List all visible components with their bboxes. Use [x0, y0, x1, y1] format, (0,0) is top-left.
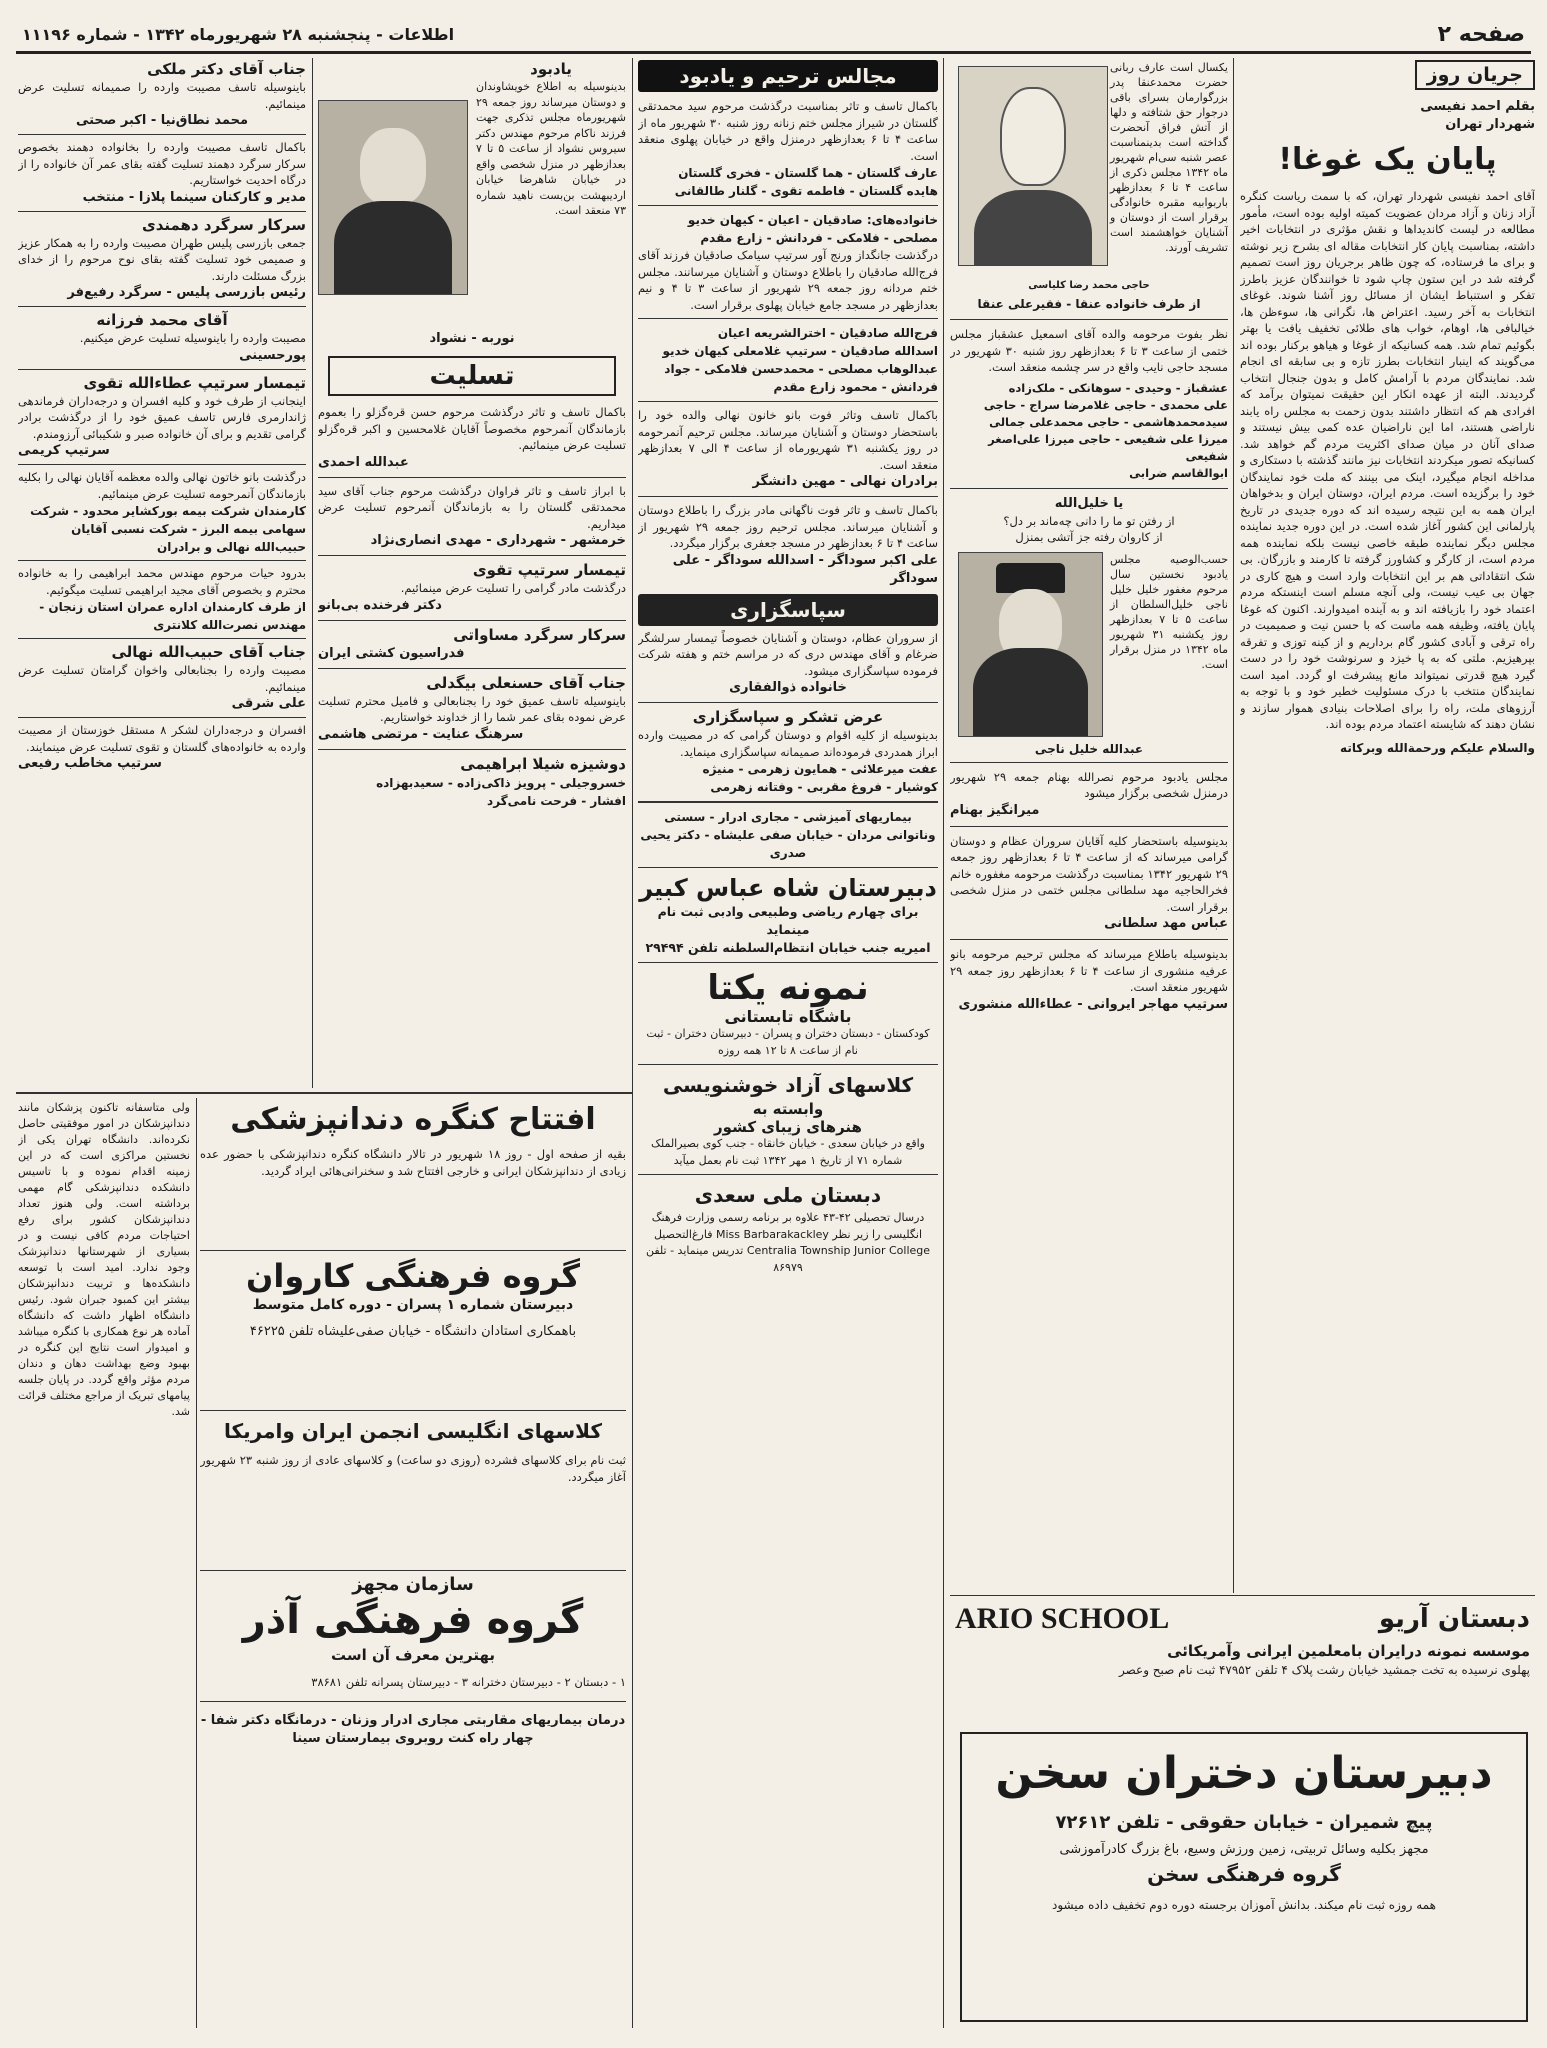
notice-text: مجلس یادبود مرحوم نصرالله بهنام جمعه ۲۹ شهریور درمنزل شخصی برگزار میشود: [950, 769, 1228, 800]
congress-article: [200, 1100, 626, 1245]
column-rule: [196, 1098, 197, 2028]
ad-tagline: موسسه نمونه درایران بامعلمین ایرانی وآمریکائی: [1167, 1642, 1530, 1660]
notice-text: باینوسیله تاسف مصیبت وارده را صمیمانه تسلیت عرض مینمائیم.: [18, 80, 306, 111]
ad-title: دبیرستان دختران سخن: [995, 1748, 1493, 1799]
clinic-ad: درمان بیماریهای مقاربتی مجاری ادرار وزنان - درمانگاه دکتر شفا - چهار راه کنت روبروی بیمارستان سینا: [200, 1712, 626, 1746]
column-rule: [632, 58, 633, 2028]
congress-continuation: [18, 1100, 190, 2025]
condolence-box-title: تسلیت: [328, 356, 616, 396]
notice-signature: عفت میرعلائی - همایون زهرمی - منیژه کوشیار - فروغ مقربی - وفتانه زهرمی: [702, 762, 938, 794]
notice-signature: سرتیپ مخاطب رفیعی: [18, 756, 162, 771]
notice-names: عارف گلستان - هما گلستان - فخری گلستان هایده گلستان - فاطمه تقوی - گلنار طالقانی: [674, 166, 938, 198]
condolence-column-left: [18, 60, 306, 1088]
azar-ad: [200, 1576, 626, 1956]
sokhan-school-ad: [960, 1732, 1528, 2022]
notice-text: مصیبت وارده را بجنابعالی واخوان گرامتان تسلیت عرض مینمائیم.: [18, 663, 306, 694]
notice-names: فرج‌الله صادقیان - اخترالشریعه اعیان اسدالله صادقیان - سرتیپ غلامعلی کیهان خدیو عبدالوهاب مصلحی - محمدحسن فلامکی - جواد فردانش - محمود زارع مقدم: [662, 326, 938, 394]
portrait-photo: [318, 100, 468, 295]
notice-heading: عرض تشکر و سپاسگزاری: [692, 708, 884, 726]
section-rule: [200, 1570, 626, 1571]
notice-signature: خرمشهر - شهرداری - مهدی انصاری‌نژاد: [370, 533, 626, 548]
section-rule: [950, 1595, 1535, 1596]
editorial-closing: والسلام علیکم ورحمةالله وبرکاته: [1340, 740, 1535, 755]
notice-signature: سرتیپ مهاجر ایروانی - عطاءالله منشوری: [958, 996, 1228, 1012]
notice-heading: جناب آقای حسنعلی بیگدلی: [426, 673, 626, 692]
notice-signature: سرهنگ عنایت - مرتضی هاشمی: [318, 726, 524, 742]
editorial-headline: پایان یک غوغا!: [1278, 142, 1497, 177]
notice-text: بدینوسیله باستحضار کلیه آقایان سروران عظام و دوستان گرامی میرساند که از ساعت ۴ تا ۶ بعدازظهر روز جمعه ۲۹ شهریور ۱۳۴۲ بمناسبت درگذشت مرحومه مغفوره خانم فخرالحاجیه مهد سلطانی مجلس ختمی در منزل شخصی برقرار است.: [950, 833, 1228, 914]
photo-caption: عبدالله خلیل ناجی: [1034, 741, 1144, 756]
ad-note: همه روزه ثبت نام میکند. بدانش آموزان برجسته دوره دوم تخفیف داده میشود: [1052, 1897, 1436, 1912]
english-classes-ad: [200, 1416, 626, 1566]
poem-title: یا خلیل‌الله: [1054, 495, 1124, 511]
notice-text: باینوسیله تاسف عمیق خود را بجنابعالی و فامیل محترم تسلیت عرض نموده بقای عمر شما را از خداوند خواستاریم.: [318, 693, 626, 724]
notice-text: با ابراز تاسف و تاثر فراوان درگذشت مرحوم جناب آقای سید محمدتقی گلستان را به بازماندگان آنمرحوم تسلیت عرض میداریم.: [318, 483, 626, 531]
ad-description: واقع در خیابان سعدی - خیابان خانقاه - جنب کوی بصیرالملک شماره ۷۱ از تاریخ ۱ مهر ۱۳۴۲ ثبت نام بعمل میآید: [650, 1137, 925, 1167]
notice-text: افسران و درجه‌داران لشکر ۸ مستقل خوزستان از مصیبت وارده به خانواده‌های گلستان و تقوی تسلیت عرض مینمایند.: [18, 723, 306, 754]
notice-text: اینجانب از طرف خود و کلیه افسران و درجه‌داران فرماندهی ژاندارمری فارس تاسف عمیق خود را از درگذشت برادر گرامی تقدیم و برای آن خانواده صبر و شکیبائی آرزومندم.: [18, 393, 306, 441]
ad-group: گروه فرهنگی سخن: [1147, 1861, 1341, 1886]
issue-info: اطلاعات - پنجشنبه ۲۸ شهریورماه ۱۳۴۲ - شماره ۱۱۱۹۶: [22, 25, 455, 44]
notice-heading: دوشیزه شیلا ابراهیمی: [460, 754, 626, 773]
ad-description: ثبت نام برای کلاسهای فشرده (روزی دو ساعت) و کلاسهای عادی از روز شنبه ۲۳ شهریور آغاز میگردد.: [200, 1453, 626, 1484]
column-rule: [312, 58, 313, 1088]
ad-subtitle: دبیرستان شماره ۱ پسران - دوره کامل متوسط: [252, 1297, 574, 1313]
notice-text: بدرود حیات مرحوم مهندس محمد ابراهیمی را به خانواده محترم و بخصوص آقای مجید ابراهیمی تسلیت میگوئیم.: [18, 566, 306, 597]
mourning-signature: از طرف خانواده عنقا - فقیرعلی عنقا: [977, 297, 1201, 311]
byline: بقلم احمد نفیسی شهردار تهران: [1420, 99, 1535, 132]
column-rule: [1233, 58, 1234, 1593]
ad-description: کودکستان - دبستان دختران و پسران - دبیرستان دختران - ثبت نام از ساعت ۸ تا ۱۲ همه روزه: [646, 1027, 930, 1057]
notice-heading: آقای محمد فرزانه: [96, 311, 228, 329]
notice-signature: خسروجیلی - پرویز ذاکی‌زاده - سعیدبهزاده افشار - فرحت نامی‌گرد: [376, 775, 626, 808]
section-rule: [200, 1410, 626, 1411]
notice-signature: فدراسیون کشتی ایران: [318, 645, 465, 661]
notice-signature: خانواده ذوالفقاری: [729, 680, 847, 695]
notice-heading: جناب آقای دکتر ملکی: [147, 60, 306, 78]
clinic-ad: بیماریهای آمیزشی - مجاری ادرار - سستی وناتوانی مردان - خیابان صفی علیشاه - دکتر یحیی صدری: [640, 810, 936, 860]
notice-text: باکمال تاسف وتاثر فوت بانو خانون نهالی والده خود را باستحضار دوستان و آشنایان میرساند. مجلس ترحیم آنمرحومه در روز یکشنبه ۳۱ شهریورماه از ساعت ۴ الی ۷ بعدازظهر منعقد است.: [638, 408, 938, 472]
notice-text: بدینوسیله به اطلاع خویشاوندان و دوستان میرساند روز جمعه ۲۹ شهریورماه مجلس تذکری جهت فرزند ناکام مرحوم مهندس دکتر سیروس نشواد از ساعت ۵ تا ۷ بعدازظهر در منزل شخصی واقع در خیابان شاهرضا خیابان اردیبهشت بن‌بست ناهید شماره ۷۳ منعقد است.: [476, 80, 626, 217]
notice-text: بدینوسیله باطلاع میرساند که مجلس ترحیم مرحومه بانو عرفیه منشوری از ساعت ۴ تا ۶ بعدازظهر روز جمعه ۲۹ شهریور منعقد است.: [950, 947, 1228, 994]
ad-title: کلاسهای آزاد خوشنویسی: [662, 1073, 914, 1097]
masthead: [16, 18, 1531, 54]
section-rule: [200, 1250, 626, 1251]
ad-subtitle: بهترین معرف آن است: [330, 1646, 495, 1664]
notice-heading: تیمسار سرتیپ عطاءالله تقوی: [83, 373, 306, 392]
portrait-sketch-photo: [958, 66, 1108, 266]
column-rule: [943, 58, 944, 2028]
notice-heading: تیمسار سرتیپ تقوی: [472, 561, 626, 579]
notice-signature: پورحسینی: [239, 347, 306, 363]
ad-title: کلاسهای انگلیسی انجمن ایران وامریکا: [224, 1419, 602, 1443]
section-banner: سپاسگزاری: [638, 594, 938, 626]
page-number: صفحه ۲: [1437, 22, 1525, 47]
notice-heading: سرکار سرگرد مساواتی: [453, 625, 626, 644]
ad-description: باهمکاری استادان دانشگاه - خیابان صفی‌علیشاه تلفن ۴۶۲۲۵: [249, 1324, 577, 1339]
ad-title: گروه فرهنگی آذر: [242, 1597, 584, 1643]
ad-address: پهلوی نرسیده به تخت جمشید خیابان رشت پلاک ۴ تلفن ۴۷۹۵۲ ثبت نام صبح وعصر: [1119, 1663, 1530, 1677]
editorial-column: [1240, 60, 1535, 1590]
condolences-column: [638, 60, 938, 2025]
poem: از رفتن تو ما را دانی چه‌ماند بر دل؟ از کاروان رفته جز آتشی بمنزل: [1003, 513, 1175, 544]
section-rule: [16, 1092, 632, 1094]
memorial-column: [318, 60, 626, 1090]
mourning-notice: یکسال است عارف ربانی حضرت محمدعنقا پدر بزرگوارمان بسرای باقی درجوار حق شتافته و دلها از آتش فراق آنحضرت گداخته است بدینمناسبت عصر شنبه سی‌ام شهریور ماه ۱۳۴۲ مجلس ذکری از ساعت ۴ تا ۶ بعدازظهر باربوابیه مقبره خانوادگی برقرار است از دوستان و آشنایان خواهشمند است تشریف آورند.: [1110, 61, 1228, 254]
ad-title: نمونه یکتا: [707, 968, 869, 1008]
obituary-column: [950, 60, 1228, 1585]
ad-description: مجهز بکلیه وسائل تربیتی، زمین ورزش وسیع، باغ بزرگ کادرآموزشی: [1059, 1842, 1429, 1857]
notice-text: باکمال تاسف و تاثر فوت ناگهانی مادر بزرگ را باطلاع دوستان و آشنایان میرساند. مجلس ترحیم روز جمعه ۲۹ شهریور از ساعت ۴ تا ۶ بعدازظهر در مسجد جعفری برگزار میگردد.: [638, 503, 938, 550]
notice-signature: میرانگیز بهنام: [950, 802, 1040, 818]
notice-text: باکمال تاسف و تاثر بمناسبت درگذشت مرحوم سید محمدتقی گلستان در شیراز مجلس ختم زنانه روز شنبه ۳۰ شهریور ماه از ساعت ۴ تا ۶ بعدازظهر درمنزل واقع در خیابان پهلوی منعقد است.: [638, 99, 938, 163]
section-banner: مجالس ترحیم و یادبود: [638, 60, 938, 92]
editorial-body: آقای احمد نفیسی شهردار تهران، که با سمت ریاست کنگره آزاد زنان و آزاد مردان عضویت کمیته اولیه بوده است، مأمور مطالعه در لیست کاندیداها و نقش مؤثری در انتخابات اخیر داشته، بمناسبت پایان کار انتخابات مقاله ای بشرح زیر نوشته و برای ما فرستاده، که چون ظاهر برجریان روز است تصمیم گرفته شد در این ستون چاپ شود تا خوانندگان عزیز باطرز تفکر و استنباط ایشان از مسائل روز آشنا شوند. غوغای انتخابات به آخر رسید. اعتراض ها، نگرانی ها، سوءظن ها، خیالبافی ها، اوهام، خواب های طلائی تخفیف یافت یا بهتر بگوئیم تمام شد. همه کسانیکه از غوغا و هیاهو برکنار بوده اند می‌گویند که اینبار انتخابات بطرز تازه و بی سابقه ای انجام شد. نمایندگان مردم با آرامش کامل و بدون جنجال انتخاب گردیدند. البته از عهده انکار این حقیقت نمیتوان برآمد که افرادی هم که انتظار داشتند بدون زحمت به مجلس راه یابند ناراضی هستند، اما این ناراضیان عده کمی بیش نیستند و صدای آنان در میان صدای اکثریت مردم گم خواهد شد. کسانیکه تصور میکردند انتخابات نیز مانند گذشته با دستکاری و مداخله انجام میگیرد، اینک می بینند که ملت خود نمایندگان خود را برگزیده است. مردم ایران، دوستان ایران و بدخواهان ایران همه به این نتیجه رسیده اند که دوره جدیدی در تاریخ پارلمانی این کشور آغاز شده است. در این دوره جدید نماینده مجلس دیگر نماینده طبقه خاصی نیست بلکه نماینده همه مردم است، از کارگر و کشاورز گرفته تا کارمند و بازرگان. بی شک انتقاداتی هم بر این انتخابات وارد است و هیچ کاری در جهان بی عیب نیست، ولی آنچه مسلم است اینستکه مردم اعتماد خود را بازیافته اند و به آینده امیدوارند. اکنون که غوغا پایان یافته، وظیفه همه ماست که با حسن نیت و صمیمیت در راه ترقی و آبادی کشور گام برداریم و از کینه توزی و تفرقه بپرهیزیم. ملتی که به پا خیزد و سرنوشت خود را در دست گیرد هیچ قدرتی نمیتواند مانع پیشرفت او گردد. امید است نمایندگان منتخب با درک مسئولیت خطیر خود و با توجه به آرزوهای ملت، راه را برای اصلاحات بنیادی هموار سازند و نشان دهند که شایسته اعتماد مردم بوده اند.: [1240, 189, 1535, 731]
karvan-ad: [200, 1256, 626, 1406]
notice-signature: نوربه - نشواد: [429, 331, 515, 346]
notice-signature: سرتیپ کریمی: [18, 443, 110, 458]
notice-text: از سروران عظام، دوستان و آشنایان خصوصاً تیمسار سرلشگر ضرغام و آقای مهندس دری که در مراسم ختم و هفته شرکت فرموده سپاسگزاری میشود.: [638, 630, 938, 678]
notice-signature: کارمندان شرکت بیمه بورکشایر محدود - شرکت سهامی بیمه البرز - شرکت نسبی آقایان حبیب‌الله نهالی و برادران: [30, 504, 306, 554]
article-text: بقیه از صفحه اول - روز ۱۸ شهریور در تالار دانشگاه کنگره دندانپزشکی با حضور عده زیادی از دندانپزشکان ایرانی و خارجی افتتاح شد و سخنرانی‌هائی ایراد گردید.: [200, 1147, 626, 1178]
ad-address: پیچ شمیران - خیابان حقوقی - تلفن ۷۲۶۱۲: [1055, 1812, 1433, 1833]
ad-description: برای چهارم ریاضی وطبیعی وادبی ثبت نام مینماید امیریه جنب خیابان انتظام‌السلطنه تلفن ۲۹۴۹۴: [645, 904, 931, 955]
ad-title: دبستان ملی سعدی: [694, 1183, 882, 1207]
portrait-photo: [958, 552, 1103, 737]
notice-names: عشقباز - وحیدی - سوهانکی - ملک‌زاده علی محمدی - حاجی غلامرضا سراج - حاجی سیدمحمدهاشمی - حاجی محمدعلی جمالی میرزا علی شفیعی - حاجی میرزا علی‌اصغر شفیعی ابوالقاسم ضرابی: [983, 380, 1228, 480]
ad-title: دبیرستان شاه عباس کبیر: [639, 874, 937, 902]
ad-subtitle: وابسته به هنرهای زیبای کشور: [714, 1100, 862, 1136]
ario-school-ad: [955, 1602, 1530, 1722]
notice-text: درگذشت جانگداز ورنج آور سرتیپ سیامک صادقیان فرزند آقای فرج‌الله صادقیان را باطلاع دوستان و آشنایان میرسانند. مجلس ختم مردانه روز جمعه ۲۹ شهریور از ساعت ۳ تا ۴ و نیم بعدازظهر در مسجد جامع خیابان پهلوی برقرار است.: [638, 248, 938, 312]
column-title-box: جریان روز: [1415, 60, 1535, 90]
notice-text: نظر بفوت مرحومه والده آقای اسمعیل عشقباز مجلس ختمی از ساعت ۳ تا ۶ بعدازظهر روز شنبه ۳۰ شهریور در مسجد حاجی نایب واقع در سر چشمه منعقد است.: [950, 327, 1228, 374]
ad-subtitle: باشگاه تابستانی: [724, 1007, 852, 1026]
notice-text: مصیبت وارده را باینوسیله تسلیت عرض میکنیم.: [79, 331, 306, 345]
ad-title-english: ARIO SCHOOL: [955, 1602, 1170, 1635]
ad-description: ۱ - دبستان ۲ - دبیرستان دخترانه ۳ - دبیرستان پسرانه تلفن ۳۸۶۸۱: [311, 1675, 626, 1689]
notice-text: باکمال تاسف و تاثر درگذشت مرحوم حسن قره‌گزلو را بعموم بازماندگان آنمرحوم مخصوصاً آقایان غلامحسین و اکبر قره‌گزلو تسلیت عرض مینمائیم.: [318, 405, 626, 452]
notice-heading: سرکار سرگرد دهمندی: [141, 215, 306, 234]
notice-text: جمعی بازرسی پلیس طهران مصیبت وارده را به همکار عزیز و صمیمی خود تسلیت گفته بقای نوح مرحوم را از خدای بزرگ مسئلت دارند.: [18, 235, 306, 283]
family-names: خانواده‌های: صادقیان - اعیان - کیهان خدیو مصلحی - فلامکی - فردانش - زارع مقدم: [687, 213, 938, 245]
notice-signature: علی اکبر سوداگر - اسدالله سوداگر - علی سوداگر: [672, 552, 938, 586]
notice-signature: عبدالله احمدی: [318, 454, 409, 470]
ad-title: دبستان آریو: [1378, 1604, 1530, 1634]
ad-title: گروه فرهنگی کاروان: [246, 1257, 580, 1295]
notice-text: باکمال تاسف مصیبت وارده را بخانواده دهمند بخصوص سرکار سرگرد دهمند تسلیت گفته بقای عمر آن خانواده را از درگاه احدیت خواستاریم.: [18, 140, 306, 187]
notice-signature: محمد نطاق‌نیا - اکبر صحتی: [75, 113, 249, 128]
article-text: ولی متاسفانه تاکنون پزشکان مانند دندانپزشکان در امور موفقیتی حاصل نکرده‌اند. دانشگاه تهران یکی از نخستین مراکزی است که در این زمینه اقدام نموده و با تاسیس دانشکده دندانپزشکی گام مهمی برداشته است. ولی هنوز تعداد دندانپزشکان کشور برای رفع احتیاجات مردم کافی نیست و در بسیاری از شهرستانها دندانپزشک وجود ندارد. امید است با توسعه دانشکده‌ها و تربیت دندانپزشکان بیشتر این کمبود جبران شود. رئیس دانشگاه اظهار داشت که دانشگاه آماده هر نوع همکاری با کنگره میباشد و امیدوار است نتایج این کنگره در بهبود وضع بهداشت دهان و دندان مردم مؤثر واقع گردد. در پایان جلسه پیامهای تبریک از مراجع مختلف قرائت شد.: [18, 1101, 190, 1418]
notice-signature: علی شرقی: [231, 696, 306, 711]
memorial-notice: حسب‌الوصیه مجلس یادبود نخستین سال مرحوم مغفور خلیل خلیل ناجی خلیل‌السلطان از ساعت ۵ تا ۷ بعدازظهر روز یکشنبه ۳۱ شهریور ماه ۱۳۴۲ در منزل برقرار است.: [1110, 552, 1228, 671]
article-headline: افتتاح کنگره دندانپزشکی: [230, 1102, 596, 1137]
notice-signature: برادران نهالی - مهین دانشگر: [752, 474, 938, 489]
notice-text: درگذشت مادر گرامی را تسلیت عرض مینمائیم.: [400, 581, 626, 595]
ad-description: درسال تحصیلی ۴۲-۴۳ علاوه بر برنامه رسمی وزارت فرهنگ انگلیسی را زیر نظر Miss Barbarakackley فارغ‌التحصیل Centralia Township Junior College تدریس مینماید - تلفن ۸۶۹۷۹: [645, 1211, 931, 1274]
photo-caption: حاجی محمد رضا کلیاسی: [1028, 280, 1150, 291]
notice-signature: دکتر فرخنده بی‌بانو: [318, 597, 442, 613]
notice-heading: جناب آقای حبیب‌الله نهالی: [111, 643, 306, 661]
notice-signature: مدیر و کارکنان سینما پلازا - منتخب: [82, 189, 306, 205]
ad-kicker: سازمان مجهز: [352, 1576, 474, 1595]
notice-signature: از طرف کارمندان اداره عمران استان زنجان - مهندس نصرت‌الله کلانتری: [39, 600, 306, 632]
notice-signature: رئیس بازرسی پلیس - سرگرد رفیع‌فر: [67, 285, 306, 300]
notice-text: بدینوسیله از کلیه اقوام و دوستان گرامی که در مصیبت وارده ابراز همدردی فرموده‌اند صمیمانه سپاسگزاری مینماید.: [638, 728, 938, 759]
notice-signature: عباس مهد سلطانی: [1104, 916, 1228, 931]
notice-text: درگذشت بانو خاتون نهالی والده معظمه آقایان نهالی را بکلیه بازماندگان آنمرحومه تسلیت عرض مینمائیم.: [18, 470, 306, 501]
notice-heading: یادبود: [530, 60, 572, 78]
